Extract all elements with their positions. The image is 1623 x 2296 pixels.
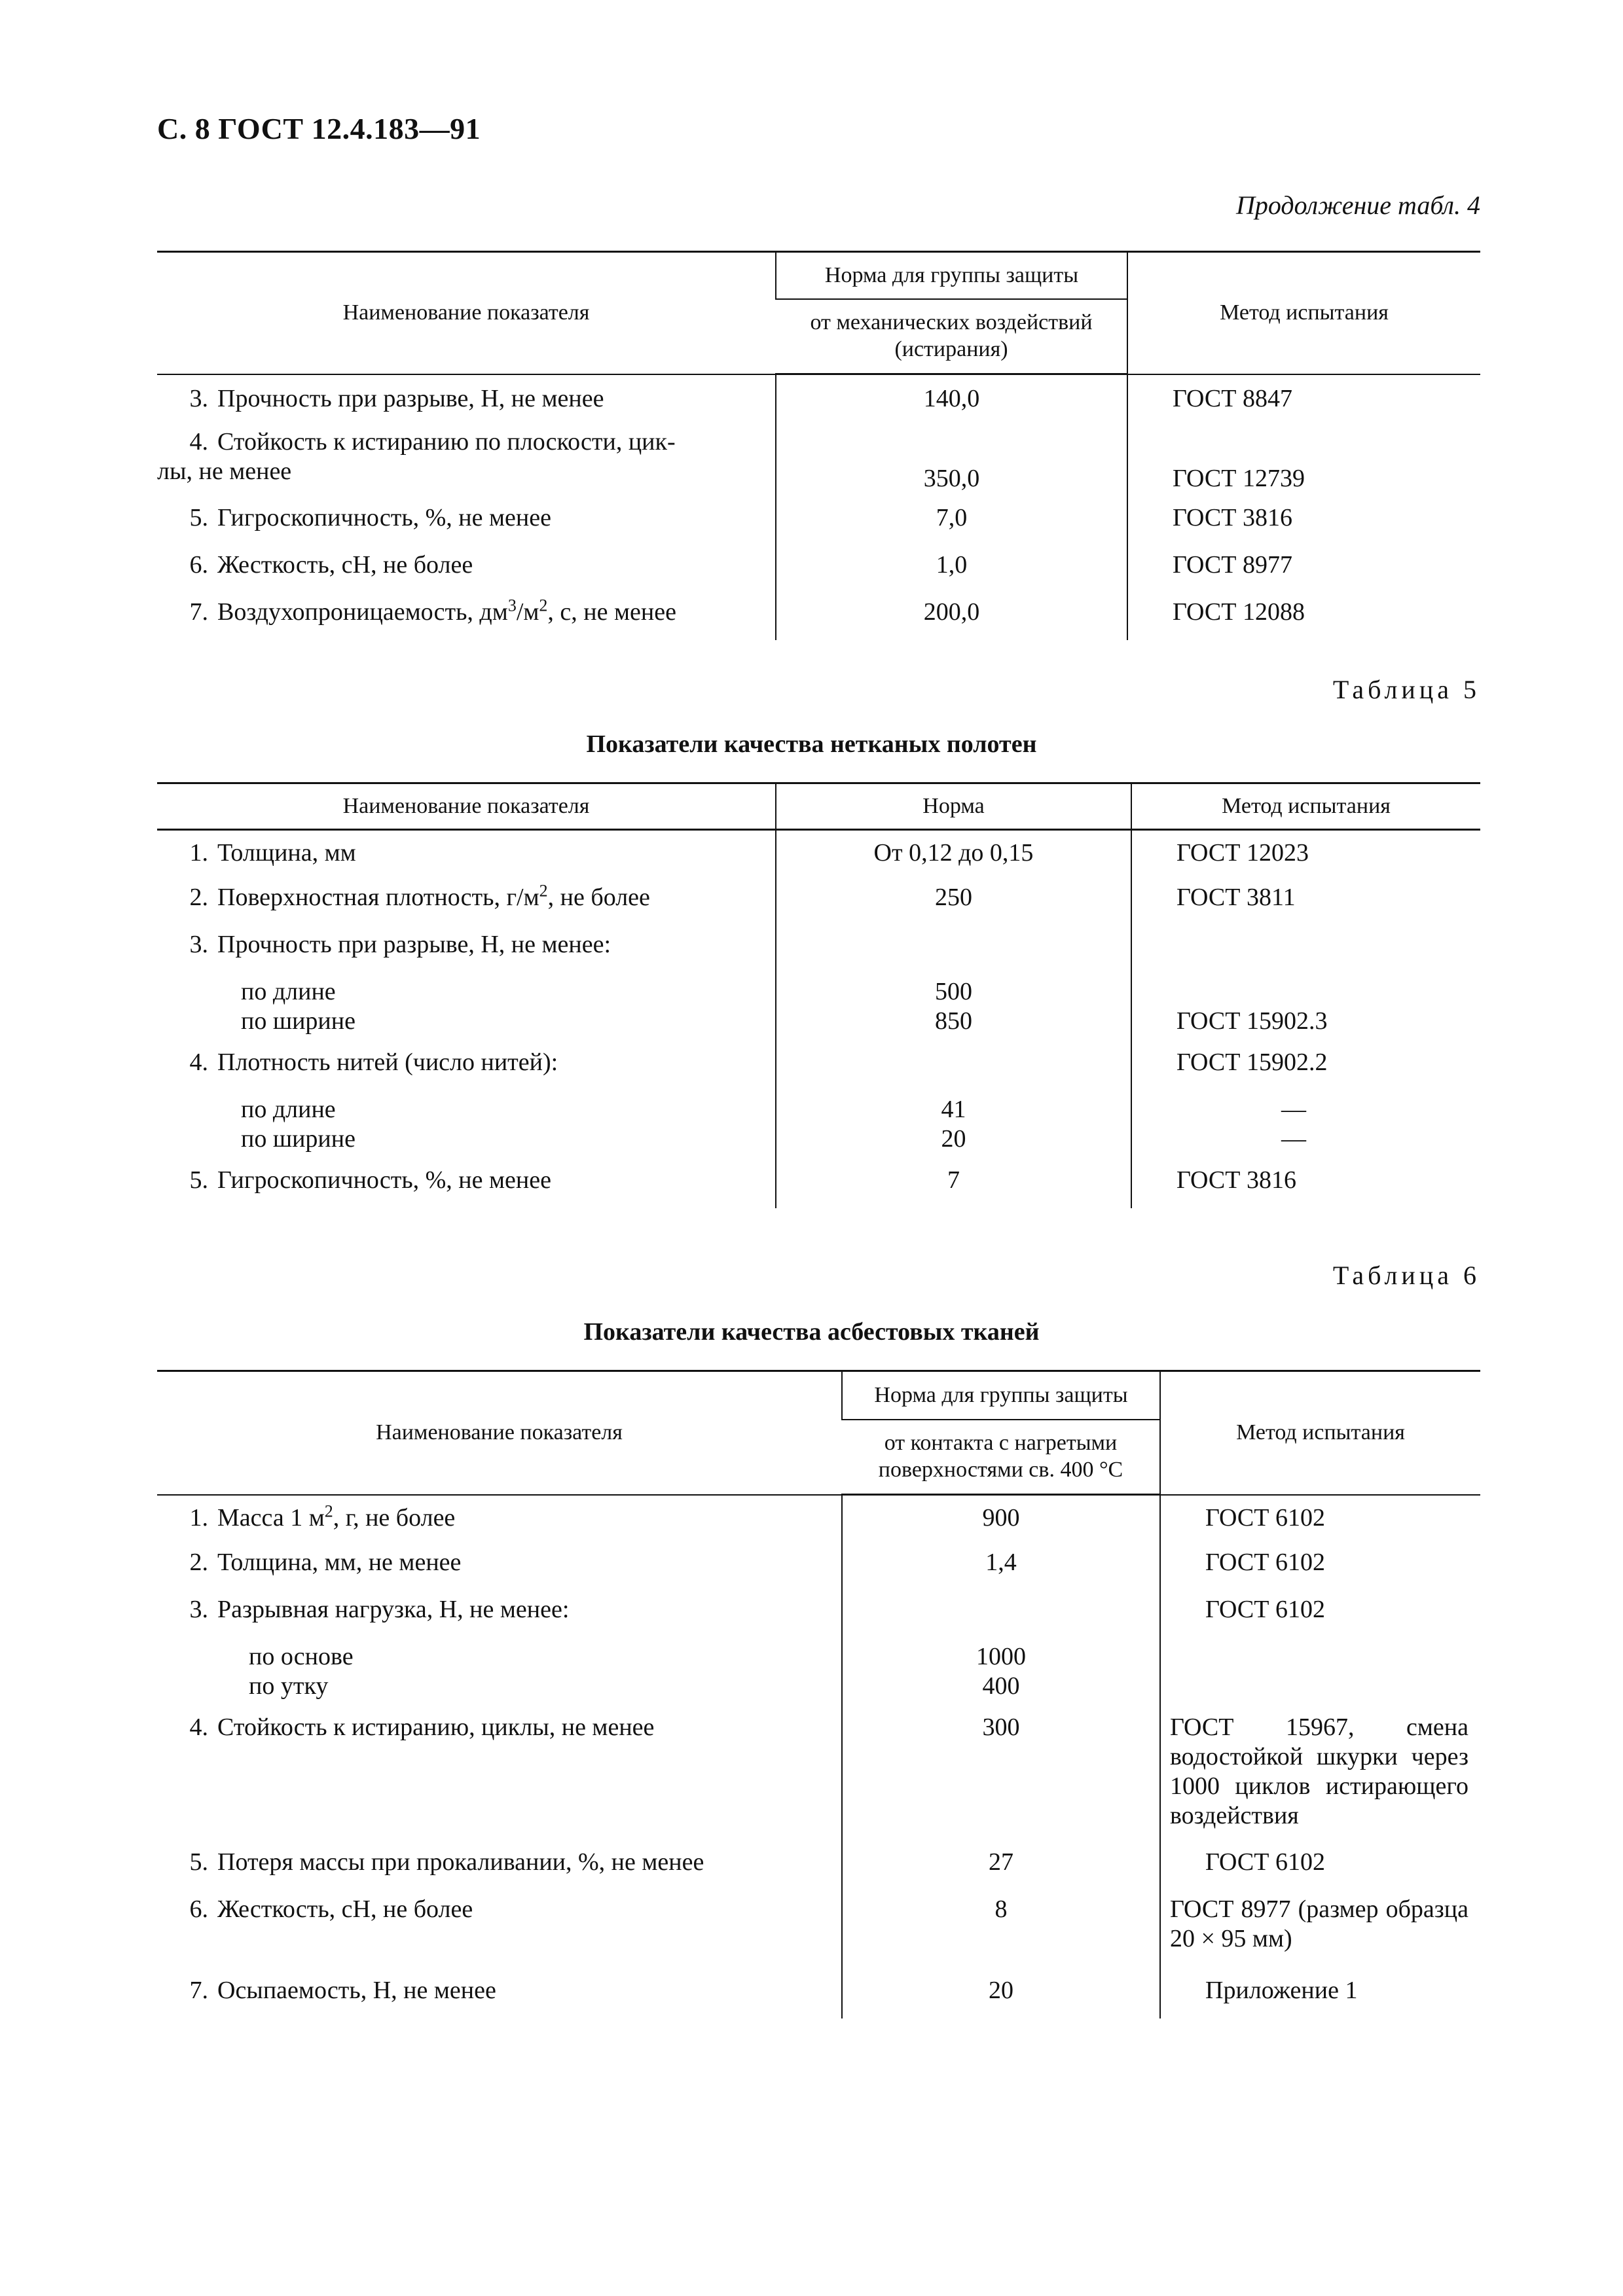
row-norm: 850 <box>935 1007 972 1035</box>
row-norm: 300 <box>842 1708 1160 1843</box>
table-5 <box>157 782 1480 1208</box>
row-number: 5. <box>189 1848 208 1876</box>
row-method: ГОСТ 12088 <box>1127 593 1480 640</box>
table-row <box>157 499 1480 546</box>
row-method: ГОСТ 15902.3 <box>1176 1007 1328 1035</box>
col-header-norm: Норма <box>776 783 1131 830</box>
table-6 <box>157 1370 1480 2018</box>
table-row <box>157 1543 1480 1590</box>
row-subitem: по ширине <box>241 1007 356 1035</box>
row-subitem: по основе <box>249 1642 354 1670</box>
row-name: Разрывная нагрузка, Н, не менее: <box>217 1595 570 1623</box>
row-method: — <box>1281 1095 1306 1123</box>
row-name: Гигроскопичность, %, не менее <box>217 1166 551 1194</box>
row-number: 3. <box>189 384 208 412</box>
row-number: 3. <box>189 1595 208 1623</box>
row-number: 1. <box>189 839 208 867</box>
row-subitem: по утку <box>249 1672 329 1700</box>
table-5-number: Таблица 5 <box>1332 675 1480 704</box>
table-row <box>157 546 1480 593</box>
table-row <box>157 830 1480 878</box>
row-method: Приложение 1 <box>1160 1971 1480 2018</box>
table-row <box>157 1090 1480 1161</box>
row-norm: 20 <box>941 1124 966 1153</box>
row-number: 6. <box>189 550 208 579</box>
row-method: ГОСТ 6102 <box>1160 1843 1480 1890</box>
row-subitem: по длине <box>241 1095 336 1123</box>
row-method: ГОСТ 8977 <box>1127 546 1480 593</box>
table-row <box>157 925 1480 973</box>
col-subheader-group: от контакта с нагретыми поверхностями св. 400 °С <box>842 1420 1160 1495</box>
row-number: 6. <box>189 1895 208 1923</box>
row-number: 4. <box>189 1713 208 1741</box>
row-method: — <box>1281 1124 1306 1153</box>
row-method: ГОСТ 15967, смена водостойкой шкурки через 1000 циклов истирающего воздействия <box>1160 1708 1480 1843</box>
row-method: ГОСТ 15902.2 <box>1131 1043 1480 1090</box>
row-method: ГОСТ 6102 <box>1160 1495 1480 1543</box>
table-row <box>157 878 1480 925</box>
row-method: ГОСТ 8847 <box>1127 374 1480 423</box>
row-method: ГОСТ 8977 (размер образца 20 × 95 мм) <box>1160 1890 1480 1971</box>
row-name: Гигроскопичность, %, не менее <box>217 503 551 531</box>
continuation-note: Продолжение табл. 4 <box>1235 190 1480 220</box>
table-5-title: Показатели качества нетканых полотен <box>586 730 1037 758</box>
col-header-group: Норма для группы защиты <box>842 1371 1160 1420</box>
row-number: 7. <box>189 598 208 626</box>
row-name: Прочность при разрыве, Н, не менее: <box>217 930 611 958</box>
row-norm: 250 <box>776 878 1131 925</box>
row-norm: 500 <box>935 977 972 1005</box>
row-norm: От 0,12 до 0,15 <box>776 830 1131 878</box>
table-row <box>157 1495 1480 1543</box>
row-name: Толщина, мм <box>217 839 356 867</box>
col-header-name: Наименование показателя <box>157 1371 842 1495</box>
row-method: ГОСТ 6102 <box>1160 1543 1480 1590</box>
table-row <box>157 973 1480 1043</box>
row-number: 3. <box>189 930 208 958</box>
row-norm: 1000 <box>976 1642 1026 1670</box>
row-name-cont: лы, не менее <box>157 457 292 485</box>
row-name: Жесткость, сН, не более <box>217 1895 473 1923</box>
table-row <box>157 374 1480 423</box>
col-header-method: Метод испытания <box>1127 252 1480 374</box>
col-header-method: Метод испытания <box>1131 783 1480 830</box>
col-header-name: Наименование показателя <box>157 252 776 374</box>
table-row <box>157 423 1480 499</box>
row-number: 1. <box>189 1503 208 1532</box>
table-row <box>157 1161 1480 1208</box>
row-name: Воздухопроницаемость, $дм^3/м^2$, с, не менее <box>217 595 676 626</box>
row-name: Стойкость к истиранию по плоскости, цик- <box>217 427 676 456</box>
row-number: 7. <box>189 1976 208 2004</box>
table-6-number: Таблица 6 <box>1332 1261 1480 1290</box>
table-row <box>157 1590 1480 1638</box>
row-subitem: по длине <box>241 977 336 1005</box>
row-number: 4. <box>189 1048 208 1076</box>
row-subitem: по ширине <box>241 1124 356 1153</box>
row-norm: 41 <box>941 1095 966 1123</box>
row-norm: 7,0 <box>776 499 1127 546</box>
row-norm: 350,0 <box>776 423 1127 499</box>
table-row <box>157 1971 1480 2018</box>
row-method: ГОСТ 6102 <box>1160 1590 1480 1638</box>
table-row <box>157 1708 1480 1843</box>
row-number: 5. <box>189 1166 208 1194</box>
col-subheader-group: от механических воздействий (истирания) <box>776 299 1127 374</box>
row-name: Толщина, мм, не менее <box>217 1548 462 1576</box>
row-norm: 200,0 <box>776 593 1127 640</box>
row-number: 5. <box>189 503 208 531</box>
row-name: Плотность нитей (число нитей): <box>217 1048 558 1076</box>
row-name: Осыпаемость, Н, не менее <box>217 1976 496 2004</box>
col-header-method: Метод испытания <box>1160 1371 1480 1495</box>
row-name: Масса 1 $м^2$, г, не более <box>217 1501 456 1532</box>
row-number: 2. <box>189 883 208 911</box>
row-name: Поверхностная плотность, $г/м^2$, не более <box>217 880 650 911</box>
row-method: ГОСТ 12739 <box>1127 423 1480 499</box>
table-row <box>157 1890 1480 1971</box>
row-norm: 1,0 <box>776 546 1127 593</box>
table-6-title: Показатели качества асбестовых тканей <box>583 1318 1040 1346</box>
row-norm: 400 <box>982 1672 1020 1700</box>
table-row <box>157 1638 1480 1708</box>
row-name: Стойкость к истиранию, циклы, не менее <box>217 1713 655 1741</box>
row-name: Потеря массы при прокаливании, %, не менее <box>217 1848 704 1876</box>
row-norm: 8 <box>842 1890 1160 1971</box>
row-norm: 7 <box>776 1161 1131 1208</box>
row-norm: 1,4 <box>842 1543 1160 1590</box>
row-norm: 20 <box>842 1971 1160 2018</box>
table-row <box>157 593 1480 640</box>
row-method: ГОСТ 3816 <box>1131 1161 1480 1208</box>
row-norm: 27 <box>842 1843 1160 1890</box>
row-method: ГОСТ 12023 <box>1131 830 1480 878</box>
row-method: ГОСТ 3811 <box>1131 878 1480 925</box>
page-header: С. 8 ГОСТ 12.4.183—91 <box>157 112 481 145</box>
col-header-group: Норма для группы защиты <box>776 252 1127 300</box>
row-number: 2. <box>189 1548 208 1576</box>
row-name: Прочность при разрыве, Н, не менее <box>217 384 604 412</box>
table-row <box>157 1843 1480 1890</box>
row-method: ГОСТ 3816 <box>1127 499 1480 546</box>
table-4 <box>157 251 1480 640</box>
table-row <box>157 1043 1480 1090</box>
row-number: 4. <box>189 427 208 456</box>
row-name: Жесткость, сН, не более <box>217 550 473 579</box>
row-norm: 140,0 <box>776 374 1127 423</box>
col-header-name: Наименование показателя <box>157 783 776 830</box>
row-norm: 900 <box>842 1495 1160 1543</box>
